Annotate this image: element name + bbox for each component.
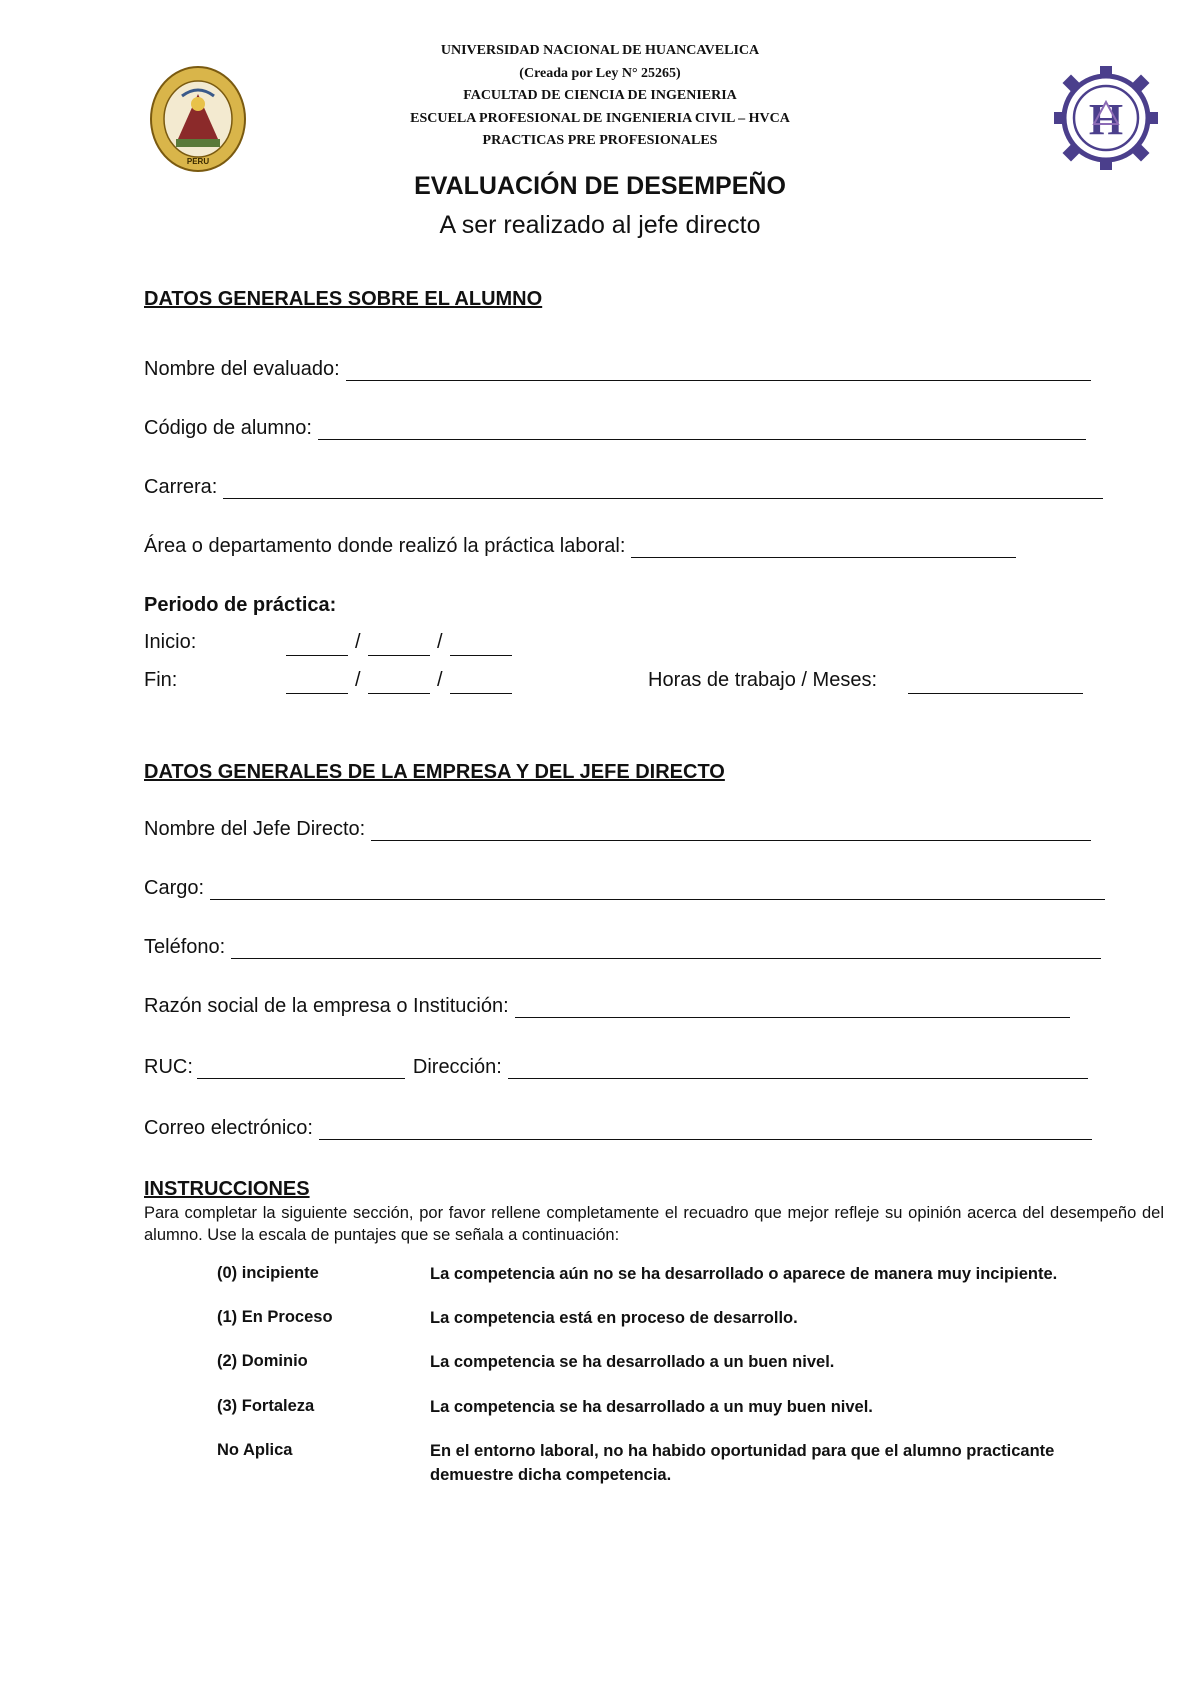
inicio-year-field[interactable] (450, 631, 512, 656)
field-telefono[interactable] (144, 936, 1101, 959)
fin-month-field[interactable] (368, 669, 430, 694)
fill-line[interactable] (371, 818, 1091, 841)
fill-line[interactable] (515, 995, 1070, 1018)
field-label: Razón social de la empresa o Institución: (144, 995, 509, 1017)
field-codigo-alumno[interactable] (144, 417, 1086, 440)
fill-line[interactable] (210, 877, 1105, 900)
field-label: Carrera: (144, 476, 218, 498)
scale-desc-4: En el entorno laboral, no ha habido oportunidad para que el alumno practicante demuestre dicha competencia. (430, 1442, 1055, 1484)
field-correo[interactable] (144, 1117, 1092, 1140)
field-nombre-evaluado[interactable] (144, 358, 1091, 381)
page-title: EVALUACIÓN DE DESEMPEÑO (414, 172, 786, 200)
header-university: UNIVERSIDAD NACIONAL DE HUANCAVELICA (440, 43, 760, 58)
ruc-fill-line[interactable] (197, 1056, 405, 1079)
header-law: (Creada por Ley N° 25265) (519, 65, 681, 81)
date-slash: / (355, 669, 361, 691)
horas-field[interactable] (908, 669, 1083, 694)
fill-line[interactable] (223, 476, 1103, 499)
field-cargo[interactable] (144, 877, 1105, 900)
svg-text:PERU: PERU (186, 157, 210, 166)
field-carrera[interactable] (144, 476, 1103, 499)
field-ruc-direccion[interactable] (144, 1056, 1088, 1079)
field-label: Área o departamento donde realizó la práctica laboral: (144, 535, 626, 557)
field-razon-social[interactable] (144, 995, 1070, 1018)
periodo-label: Periodo de práctica: (144, 594, 337, 616)
date-slash: / (355, 631, 361, 653)
field-label: Teléfono: (144, 936, 226, 958)
svg-text:H: H (1088, 95, 1124, 144)
fill-line[interactable] (318, 417, 1086, 440)
date-fin[interactable] (144, 669, 1104, 692)
field-label: Código de alumno: (144, 417, 312, 439)
inicio-day-field[interactable] (286, 631, 348, 656)
section-heading-alumno: DATOS GENERALES SOBRE EL ALUMNO (144, 288, 543, 310)
direccion-fill-line[interactable] (508, 1056, 1088, 1079)
fin-day-field[interactable] (286, 669, 348, 694)
horas-label: Horas de trabajo / Meses: (648, 669, 877, 691)
scale-label-0: (0) incipiente (217, 1264, 319, 1282)
fill-line[interactable] (231, 936, 1101, 959)
ruc-label: RUC: (144, 1056, 193, 1078)
header-faculty: FACULTAD DE CIENCIA DE INGENIERIA (463, 88, 737, 103)
scale-desc-0: La competencia aún no se ha desarrollado o aparece de manera muy incipiente. (430, 1265, 1058, 1283)
instructions-text: Para completar la siguiente sección, por favor rellene completamente el recuadro que mejor refleje su opinión acerca del desempeño del alumno. Use la escala de puntajes que se señala a continuación: (144, 1204, 1164, 1244)
page-subtitle: A ser realizado al jefe directo (439, 211, 761, 239)
institution-header (0, 40, 1200, 153)
date-slash: / (437, 631, 443, 653)
scale-label-4: No Aplica (217, 1441, 293, 1459)
inicio-label: Inicio: (144, 631, 197, 653)
fin-label: Fin: (144, 669, 178, 691)
field-area[interactable] (144, 535, 1016, 558)
scale-desc-1: La competencia está en proceso de desarrollo. (430, 1309, 798, 1327)
field-label: Nombre del evaluado: (144, 358, 340, 380)
instructions-heading: INSTRUCCIONES (144, 1178, 310, 1200)
header-school: ESCUELA PROFESIONAL DE INGENIERIA CIVIL – HVCA (410, 110, 790, 126)
fill-line[interactable] (346, 358, 1091, 381)
fin-year-field[interactable] (450, 669, 512, 694)
inicio-month-field[interactable] (368, 631, 430, 656)
field-label: Cargo: (144, 877, 205, 899)
field-label: Correo electrónico: (144, 1117, 313, 1139)
date-inicio[interactable] (144, 631, 443, 654)
scale-desc-2: La competencia se ha desarrollado a un buen nivel. (430, 1353, 835, 1371)
section-heading-empresa: DATOS GENERALES DE LA EMPRESA Y DEL JEFE DIRECTO (144, 761, 725, 783)
scale-label-2: (2) Dominio (217, 1352, 308, 1370)
header-program: PRACTICAS PRE PROFESIONALES (482, 133, 718, 148)
field-label: Nombre del Jefe Directo: (144, 818, 366, 840)
scale-desc-3: La competencia se ha desarrollado a un muy buen nivel. (430, 1398, 873, 1416)
fill-line[interactable] (319, 1117, 1092, 1140)
scale-label-1: (1) En Proceso (217, 1308, 333, 1326)
date-slash: / (437, 669, 443, 691)
field-jefe-directo[interactable] (144, 818, 1091, 841)
scale-label-3: (3) Fortaleza (217, 1397, 315, 1415)
fill-line[interactable] (631, 535, 1016, 558)
direccion-label: Dirección: (412, 1056, 502, 1078)
